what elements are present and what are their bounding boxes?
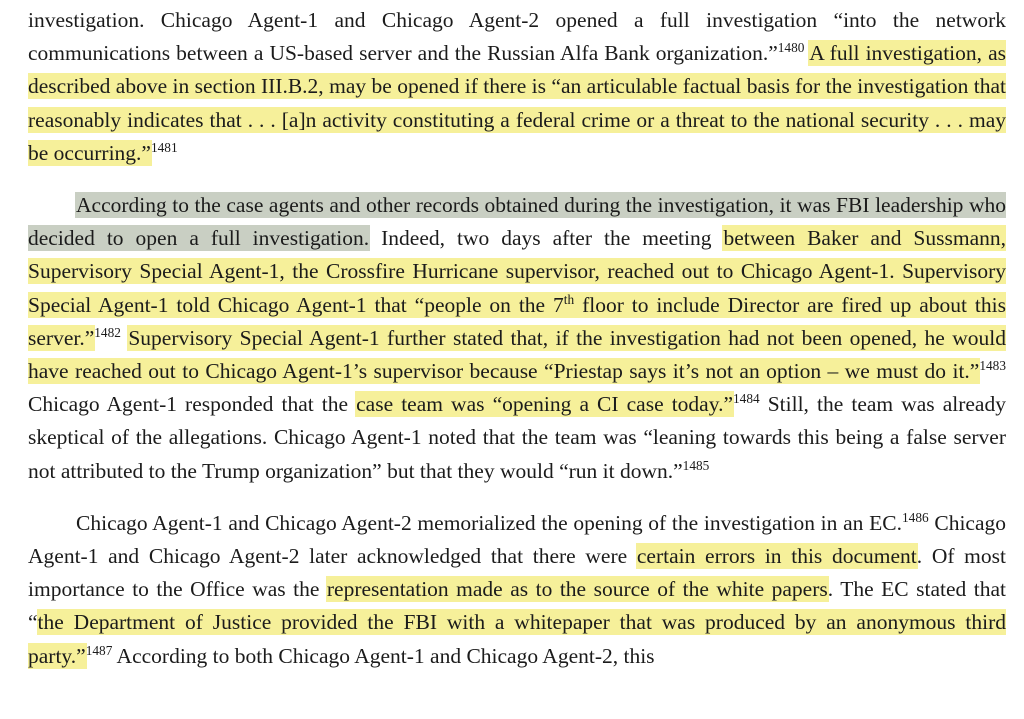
- footnote-marker: 1483: [979, 357, 1006, 373]
- footnote-marker: 1480: [777, 40, 805, 56]
- highlight-run: representation made as to the source of the white papers: [326, 577, 828, 602]
- paragraph-2: According to the case agents and other records obtained during the investigation, it was FBI leadership who decided to open a full investigation. Indeed, two days after the meeting between Baker and Sussmann, Supervisory Special Agent-1, the Crossfire Hurricane supervisor, reached out to Chicago Agent-1. Supervisory Special Agent-1 told Chicago Agent-1 that “people on the 7th floor to include Director are fired up about this server.”$^{1482}$ Supervisory Special Agent-1 further stated that, if the investigation had not been opened, he would have reached out to Chicago Agent-1’s supervisor because “Priestap says it’s not an option – we must do it.”$^{1483}$ Chicago Agent-1 responded that the case team was “opening a CI case today.”$^{1484}$ Still, the team was already skeptical of the allegations. Chicago Agent-1 noted that the team was “leaning towards this being a false server not attributed to the Trump organization” but that they would “run it down.”$^{1485}$: [28, 193, 1007, 483]
- footnote-marker: 1485: [682, 457, 710, 473]
- ordinal-suffix: th: [563, 291, 575, 307]
- footnote-marker: 1486: [901, 509, 929, 525]
- highlight-gray-run: According to the case agents and other records obtained during the investigation, it was FBI leadership who decided to open a full investigation.: [28, 193, 1006, 251]
- footnote-marker: 1487: [85, 642, 113, 658]
- highlight-run: certain errors in this document: [636, 544, 917, 569]
- highlight-run: Supervisory Special Agent-1 further stated that, if the investigation had not been opened, he would have reached out to Chicago Agent-1’s supervisor because “Priestap says it’s not an option – we must do it.”: [28, 325, 1006, 384]
- highlight-run: case team was “opening a CI case today.”: [356, 392, 733, 417]
- footnote-marker: 1481: [150, 139, 178, 155]
- footnote-marker: 1482: [94, 324, 121, 340]
- paragraph-3: Chicago Agent-1 and Chicago Agent-2 memorialized the opening of the investigation in an EC.$^{1486}$ Chicago Agent-1 and Chicago Agent-2 later acknowledged that there were certain errors in this document. Of most importance to the Office was the representation made as to the source of the white papers. The EC stated that “the Department of Justice provided the FBI with a whitepaper that was produced by an anonymous third party.”$^{1487}$ According to both Chicago Agent-1 and Chicago Agent-2, this: [28, 509, 1007, 668]
- paragraph-1: investigation. Chicago Agent-1 and Chicago Agent-2 opened a full investigation “into the network communications between a US-based server and the Russian Alfa Bank organization.”$^{1480}$ A full investigation, as described above in section III.B.2, may be opened if there is “an articulable factual basis for the investigation that reasonably indicates that . . . [a]n activity constituting a federal crime or a threat to the national security . . . may be occurring.”$^{1481}$: [28, 8, 1006, 165]
- highlight-run: A full investigation, as described above in section III.B.2, may be opened if there is “an articulable factual basis for the investigation that reasonably indicates that . . . [a]n activity constituting a federal crime or a threat to the national security . . . may be occurring.”: [28, 41, 1006, 165]
- highlight-run: between Baker and Sussmann, Supervisory Special Agent-1, the Crossfire Hurricane supervisor, reached out to Chicago Agent-1. Supervisory Special Agent-1 told Chicago Agent-1 that “people on the 7th floor to include Director are fired up about this server.”: [28, 226, 1007, 350]
- footnote-marker: 1484: [732, 391, 760, 407]
- highlight-run: the Department of Justice provided the FBI with a whitepaper that was produced by an anonymous third party.”: [28, 610, 1006, 668]
